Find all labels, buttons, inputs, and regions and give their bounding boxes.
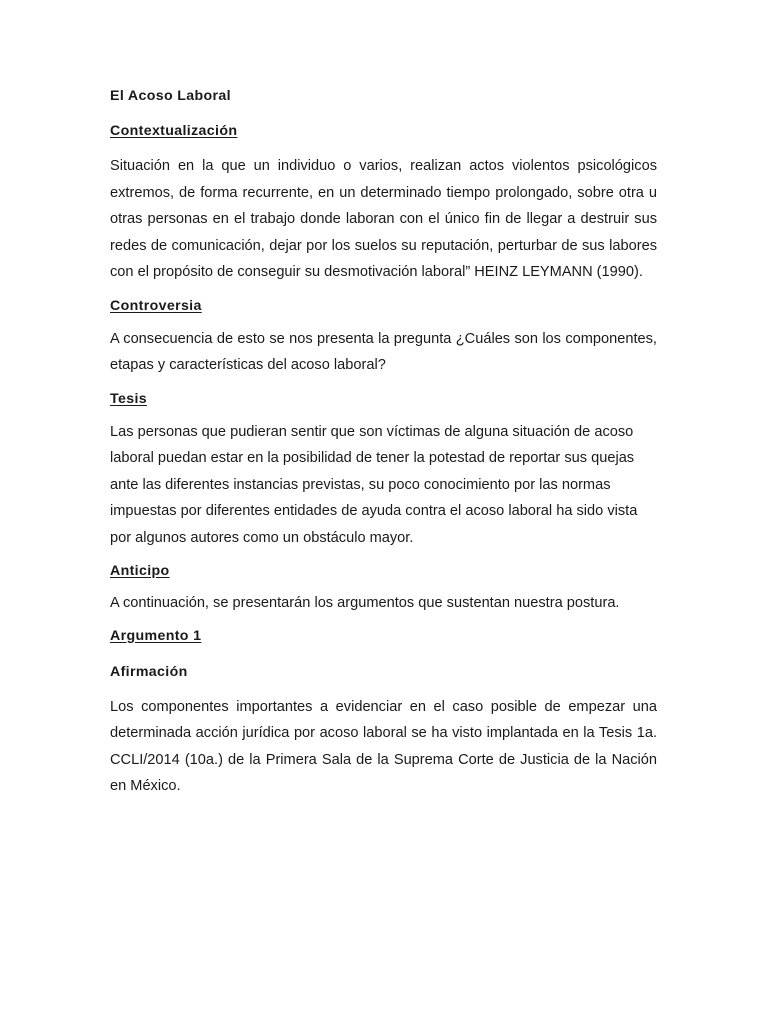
section-heading-tesis: Tesis (110, 390, 147, 407)
section-paragraph-anticipo: A continuación, se presentarán los argumentos que sustentan nuestra postura. (110, 595, 620, 611)
document-body (110, 86, 657, 800)
section-heading-controversia: Controversia (110, 297, 202, 314)
section-subheading-afirmacion: Afirmación (110, 663, 188, 680)
section-heading-contextualizacion: Contextualización (110, 123, 238, 139)
section-paragraph-contextualizacion: Situación en la que un individuo o varios, realizan actos violentos psicológicos extremos, de forma recurrente, en un determinado tiempo prolongado, sobre otra u otras personas en el trabajo donde laboran con el único fin de llegar a destruir sus redes de comunicación, dejar por los suelos su reputación, perturbar de sus labores con el propósito de conseguir su desmotivación laboral” HEINZ LEYMANN (1990). (110, 158, 657, 280)
section-paragraph-afirmacion: Los componentes importantes a evidenciar en el caso posible de empezar una determinada acción jurídica por acoso laboral se ha visto implantada en la Tesis 1a. CCLI/2014 (10a.) de la Primera Sala de la Suprema Corte de Justicia de la Nación en México. (110, 698, 657, 794)
section-heading-anticipo: Anticipo (110, 563, 170, 579)
section-paragraph-tesis: Las personas que pudieran sentir que son víctimas de alguna situación de acoso laboral puedan estar en la posibilidad de tener la potestad de reportar sus quejas ante las diferentes instancias previstas, su poco conocimiento por las normas impuestas por diferentes entidades de ayuda contra el acoso laboral ha sido vista por algunos autores como un obstáculo mayor. (110, 423, 638, 546)
section-heading-argumento-1: Argumento 1 (110, 627, 202, 644)
section-paragraph-controversia: A consecuencia de esto se nos presenta la pregunta ¿Cuáles son los componentes, etapas y características del acoso laboral? (110, 330, 657, 373)
document-title: El Acoso Laboral (110, 88, 231, 104)
